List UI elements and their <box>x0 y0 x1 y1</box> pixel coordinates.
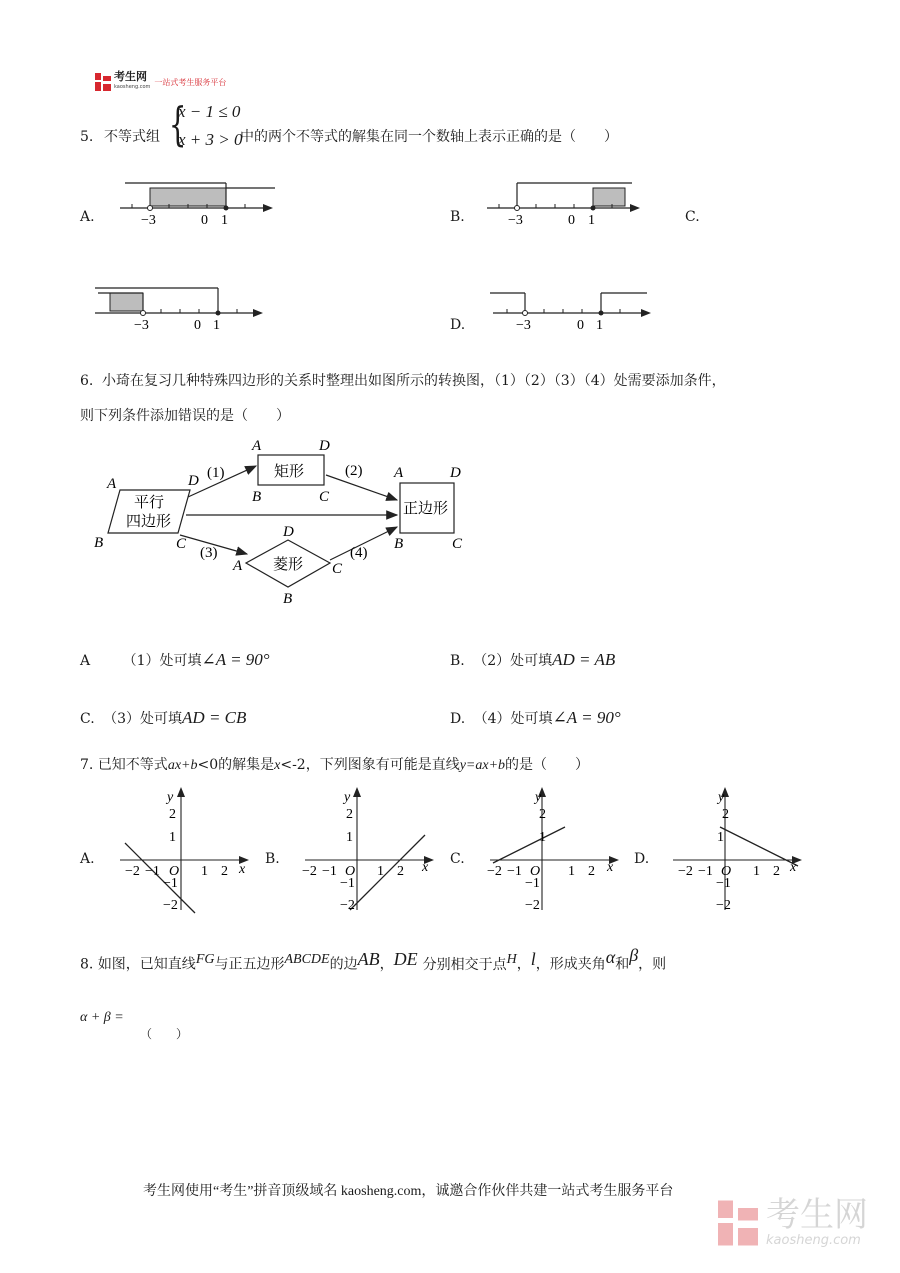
graph-d-o: O <box>721 864 732 879</box>
graph-c-x2: 2 <box>588 864 595 879</box>
q5-b-tick-1: 1 <box>588 213 595 228</box>
graph-c-ym2: −2 <box>525 898 540 913</box>
q7-graph-d <box>668 785 808 915</box>
graph-a-x1: 1 <box>201 864 208 879</box>
q8-de: DE <box>393 948 418 969</box>
step-2-label: (2) <box>345 463 363 479</box>
watermark-main: 考生网 <box>766 1195 868 1235</box>
q6-option-c <box>80 709 246 728</box>
q6-option-d-math: ∠A = 90° <box>552 708 621 727</box>
q8-h: H <box>506 952 517 967</box>
q7-option-a-label: A. <box>80 851 95 867</box>
q5-numberline-c <box>90 283 265 335</box>
q8-blank: （ ） <box>140 1027 189 1041</box>
q6-option-a-text: （1）处可填 <box>122 653 202 669</box>
q5-numberline-a <box>115 178 280 230</box>
q5-c-tick-0: 0 <box>194 318 201 333</box>
graph-d-x: x <box>790 860 797 875</box>
para-vertex-c: C <box>176 536 187 552</box>
graph-a-y: y <box>167 790 174 805</box>
q5-d-tick-1: 1 <box>596 318 603 333</box>
watermark <box>718 1197 868 1248</box>
q6-line2: 则下列条件添加错误的是（ ） <box>80 408 290 424</box>
q5-b-tick-m3: −3 <box>508 213 523 228</box>
square-vertex-a: A <box>394 465 404 481</box>
graph-b-y: y <box>344 790 351 805</box>
graph-d-x2: 2 <box>773 864 780 879</box>
step-3-label: (3) <box>200 545 218 561</box>
q7-option-c-label: C. <box>450 851 465 867</box>
rectangle-label: 矩形 <box>274 464 305 480</box>
q7-ineq: ax+b <box>167 758 198 773</box>
q5-c-shaded <box>110 293 143 311</box>
parallelogram-label-1: 平行 <box>134 495 165 511</box>
q8-stem-c: 的边 <box>329 956 358 973</box>
q8-comma-2: ， <box>516 956 531 973</box>
q6-option-a <box>80 651 270 670</box>
rect-vertex-a: A <box>252 438 262 454</box>
q7-stem <box>80 756 589 775</box>
graph-c-line <box>493 827 565 863</box>
q5-brace: { <box>168 97 187 151</box>
q7-option-b-label: B. <box>265 851 280 867</box>
square-vertex-c: C <box>452 536 463 552</box>
q5-a-tick-1: 1 <box>221 213 228 228</box>
q5-c-tick-1: 1 <box>213 318 220 333</box>
q8-stem <box>80 943 666 982</box>
graph-a-y2: 2 <box>169 807 176 822</box>
q6-option-b <box>450 651 615 670</box>
q7-sol: x <box>274 758 281 773</box>
q7-stem-a: 已知不等式 <box>97 757 168 773</box>
q5-b-shaded <box>593 188 625 206</box>
q8-and: 和 <box>615 956 630 973</box>
q7-stem-d: 的是（ ） <box>505 757 590 773</box>
q8-sum: α + β = <box>80 1010 124 1025</box>
para-vertex-d: D <box>188 473 199 489</box>
graph-c-xm2: −2 <box>487 864 502 879</box>
q8-beta: β <box>629 944 639 965</box>
graph-b-y2: 2 <box>346 807 353 822</box>
q6-option-d <box>450 709 621 728</box>
watermark-logo-icon <box>718 1198 758 1248</box>
rect-vertex-b: B <box>252 489 262 505</box>
graph-c-y: y <box>535 790 542 805</box>
kaosheng-logo-icon <box>95 73 111 91</box>
parallelogram-label-2: 四边形 <box>126 514 172 530</box>
q8-stem-b: 与正五边形 <box>214 956 285 973</box>
q7-line: y=ax+b <box>459 758 506 773</box>
q6-option-a-math: ∠A = 90° <box>201 650 270 669</box>
graph-a-y1: 1 <box>169 830 176 845</box>
q7-sol2: <-2 <box>280 757 306 773</box>
graph-c-y1: 1 <box>539 830 546 845</box>
q5-b-tick-0: 0 <box>568 213 575 228</box>
graph-d-x1: 1 <box>753 864 760 879</box>
graph-d-xm2: −2 <box>678 864 693 879</box>
q8-stem-f: ，则 <box>638 956 667 973</box>
rhombus-vertex-c: C <box>332 561 343 577</box>
q5-option-c-label: C. <box>685 209 700 225</box>
rhombus-vertex-d: D <box>283 524 294 540</box>
logo-slogan: 一站式考生服务平台 <box>154 77 227 87</box>
graph-d-y1: 1 <box>717 830 724 845</box>
graph-a-ym1: −1 <box>163 876 178 891</box>
q7-number: 7. <box>80 757 94 773</box>
graph-d-xm1: −1 <box>698 864 713 879</box>
header-logo <box>95 72 226 92</box>
q7-option-d-label: D. <box>634 851 650 867</box>
q6-number: 6. <box>80 373 94 389</box>
square-label: 正边形 <box>403 501 449 517</box>
q5-a-tick-m3: −3 <box>141 213 156 228</box>
para-vertex-b: B <box>94 535 104 551</box>
q6-option-b-text: （2）处可填 <box>473 653 553 669</box>
q6-option-b-math: AD = AB <box>552 650 616 669</box>
q5-stem-a: 不等式组 <box>104 129 160 145</box>
graph-c-o: O <box>530 864 541 879</box>
q5-numberline-d <box>485 283 655 335</box>
q5-a-shaded <box>150 188 226 206</box>
graph-b-xm2: −2 <box>302 864 317 879</box>
q5-option-b-label: B. <box>450 209 465 225</box>
rect-vertex-c: C <box>319 489 330 505</box>
rhombus-vertex-b: B <box>283 591 293 607</box>
graph-c-x1: 1 <box>568 864 575 879</box>
q5-d-tick-0: 0 <box>577 318 584 333</box>
q5-number: 5. <box>80 129 94 145</box>
q8-stem-e: ，形成夹角 <box>535 956 606 973</box>
q7-graph-c <box>485 785 625 915</box>
q5-option-d-label: D. <box>450 317 466 333</box>
q5-stem-b: 中的两个不等式的解集在同一个数轴上表示正确的是（ ） <box>240 129 618 145</box>
graph-a-ym2: −2 <box>163 898 178 913</box>
q8-stem-a: 如图，已知直线 <box>97 956 196 973</box>
logo-main-text: 考生网 <box>114 70 147 83</box>
q6-option-c-math: AD = CB <box>182 708 247 727</box>
q5-ineq2: x + 3 > 0 <box>178 130 243 149</box>
q5-option-a-label: A. <box>80 209 95 225</box>
q5-numberline-b <box>482 178 647 230</box>
square-vertex-b: B <box>394 536 404 552</box>
square-vertex-d: D <box>450 465 461 481</box>
q8-alpha: α <box>605 946 616 967</box>
q6-option-b-label: B. <box>450 653 465 669</box>
q6-option-d-label: D. <box>450 711 466 727</box>
graph-a-xm1: −1 <box>145 864 160 879</box>
q5-a-tick-0: 0 <box>201 213 208 228</box>
q8-number: 8. <box>80 956 94 973</box>
watermark-domain: kaosheng.com <box>766 1233 861 1248</box>
step-1-label: (1) <box>207 465 225 481</box>
q5-c-tick-m3: −3 <box>134 318 149 333</box>
graph-d-y2: 2 <box>722 807 729 822</box>
rhombus-vertex-a: A <box>233 558 243 574</box>
q5-d-tick-m3: −3 <box>516 318 531 333</box>
graph-b-xm1: −1 <box>322 864 337 879</box>
graph-b-x1: 1 <box>377 864 384 879</box>
graph-a-x2: 2 <box>221 864 228 879</box>
q6-line1: 小琦在复习几种特殊四边形的关系时整理出如图所示的转换图，（1）（2）（3）（4）处需要添加条件， <box>102 373 726 389</box>
q7-graph-a <box>115 785 255 915</box>
graph-a-o: O <box>169 864 180 879</box>
q8-fg: FG <box>195 952 215 967</box>
rhombus-label: 菱形 <box>273 557 304 573</box>
graph-b-ym1: −1 <box>340 876 355 891</box>
step-4-label: (4) <box>350 545 368 561</box>
graph-c-ym1: −1 <box>525 876 540 891</box>
graph-b-y1: 1 <box>346 830 353 845</box>
q7-stem-c: ，下列图象有可能是直线 <box>305 757 460 773</box>
q7-graph-b <box>300 785 440 915</box>
q8-stem-d: 分别相交于点 <box>422 956 507 973</box>
graph-a-xm2: −2 <box>125 864 140 879</box>
graph-b-x2: 2 <box>397 864 404 879</box>
q8-l: l <box>530 948 536 969</box>
graph-c-y2: 2 <box>539 807 546 822</box>
graph-b-o: O <box>345 864 356 879</box>
q7-stem-b: 的解集是 <box>218 757 275 773</box>
footer-text: 考生网使用“考生”拼音顶级域名 kaosheng.com，诚邀合作伙伴共建一站式考生服务平台 <box>143 1184 674 1199</box>
graph-c-x: x <box>607 860 614 875</box>
logo-domain: kaosheng.com <box>114 84 151 90</box>
graph-d-ym1: −1 <box>716 876 731 891</box>
q6-option-c-label: C. <box>80 711 95 727</box>
graph-c-xm1: −1 <box>507 864 522 879</box>
q8-abcde: ABCDE <box>284 952 330 967</box>
q6-option-a-label: A <box>80 653 91 669</box>
para-vertex-a: A <box>107 476 117 492</box>
q6-option-d-text: （4）处可填 <box>473 711 553 727</box>
graph-d-ym2: −2 <box>716 898 731 913</box>
graph-b-line <box>350 835 425 910</box>
q5-ineq1: x − 1 ≤ 0 <box>178 102 241 121</box>
q6-conversion-diagram <box>90 435 480 610</box>
graph-a-x: x <box>239 862 246 877</box>
graph-d-y: y <box>718 790 725 805</box>
q6-option-c-text: （3）处可填 <box>103 711 183 727</box>
rect-vertex-d: D <box>319 438 330 454</box>
graph-b-ym2: −2 <box>340 898 355 913</box>
q8-comma: ， <box>379 956 394 973</box>
q8-ab: AB <box>357 948 380 969</box>
q7-lt0: <0 <box>197 757 219 773</box>
graph-b-x: x <box>422 860 429 875</box>
